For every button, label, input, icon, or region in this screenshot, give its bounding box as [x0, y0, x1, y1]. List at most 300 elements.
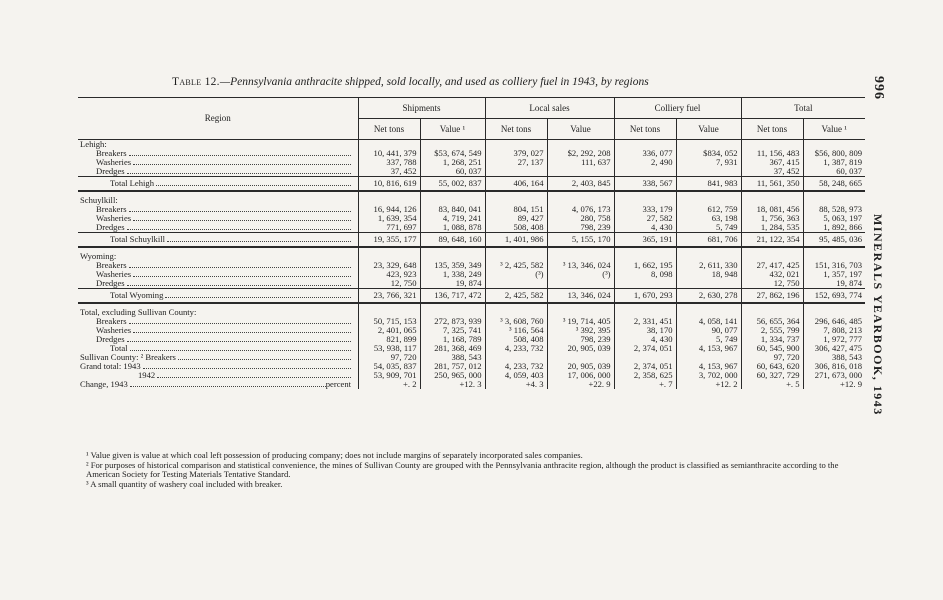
- table-row: [78, 205, 865, 214]
- row-label-suffix: percent: [325, 380, 352, 389]
- table-cell: 4, 076, 173: [547, 205, 614, 214]
- table-cell: 23, 766, 321: [358, 289, 420, 304]
- row-label: [78, 335, 358, 344]
- row-label-text: Total Wyoming: [110, 290, 164, 300]
- table-cell: 388, 543: [803, 353, 865, 362]
- table-cell: [803, 252, 865, 261]
- table-cell: 5, 749: [676, 335, 741, 344]
- table-cell: 27, 417, 425: [741, 261, 803, 270]
- table-cell: 10, 441, 379: [358, 149, 420, 158]
- table-cell: [358, 308, 420, 317]
- table-row: [78, 380, 865, 389]
- table-cell: $56, 800, 809: [803, 149, 865, 158]
- row-label: [78, 158, 358, 167]
- table-cell: 27, 862, 196: [741, 289, 803, 304]
- table-cell: 13, 346, 024: [547, 289, 614, 304]
- footnote: ¹ Value given is value at which coal left possession of producing company; does not include margins of separately incorporated sales companies.: [86, 450, 583, 460]
- row-label: [78, 279, 358, 289]
- table-body: [78, 140, 865, 390]
- row-label: [78, 317, 358, 326]
- table-row: [78, 308, 865, 317]
- table-row: [78, 335, 865, 344]
- table-cell: 20, 905, 039: [547, 362, 614, 371]
- table-row: [78, 140, 865, 150]
- table-row: [78, 149, 865, 158]
- table-cell: 19, 355, 177: [358, 233, 420, 248]
- table-cell: 2, 490: [614, 158, 676, 167]
- table-cell: [485, 196, 547, 205]
- table-cell: 2, 611, 330: [676, 261, 741, 270]
- row-label-text: Schuylkill:: [80, 196, 118, 205]
- table-cell: 4, 430: [614, 223, 676, 233]
- table-cell: [485, 353, 547, 362]
- table-cell: [803, 308, 865, 317]
- table-cell: 53, 909, 701: [358, 371, 420, 380]
- table-cell: +12. 9: [803, 380, 865, 389]
- table-row: [78, 371, 865, 380]
- table-cell: 336, 077: [614, 149, 676, 158]
- table-cell: [741, 140, 803, 150]
- table-cell: 23, 329, 648: [358, 261, 420, 270]
- table-cell: [614, 308, 676, 317]
- table-row: [78, 214, 865, 223]
- table-cell: 5, 749: [676, 223, 741, 233]
- dot-leader: [127, 223, 351, 230]
- table-cell: [358, 252, 420, 261]
- table-cell: 60, 545, 900: [741, 344, 803, 353]
- row-label: [78, 205, 358, 214]
- table-cell: [614, 252, 676, 261]
- table-cell: 306, 427, 475: [803, 344, 865, 353]
- table-cell: 18, 081, 456: [741, 205, 803, 214]
- page-number: 996: [871, 76, 886, 100]
- dot-leader: [143, 362, 351, 369]
- table-cell: [547, 308, 614, 317]
- table-cell: 367, 415: [741, 158, 803, 167]
- row-label: [78, 371, 358, 380]
- table-cell: 10, 816, 619: [358, 177, 420, 192]
- table-cell: ³ 2, 425, 582: [485, 261, 547, 270]
- table-cell: 841, 983: [676, 177, 741, 192]
- table-cell: [485, 308, 547, 317]
- table-cell: (³): [485, 270, 547, 279]
- table-cell: 5, 063, 197: [803, 214, 865, 223]
- table-cell: 1, 401, 986: [485, 233, 547, 248]
- row-label: [78, 177, 358, 192]
- table-cell: 1, 670, 293: [614, 289, 676, 304]
- table-cell: 1, 662, 195: [614, 261, 676, 270]
- table-cell: 271, 673, 000: [803, 371, 865, 380]
- table-cell: 60, 643, 620: [741, 362, 803, 371]
- row-label-text: Washeries: [96, 158, 132, 167]
- table-cell: 89, 648, 160: [420, 233, 485, 248]
- table-row: [78, 353, 865, 362]
- sub-header: Net tons: [614, 119, 676, 140]
- table-cell: [614, 140, 676, 150]
- table-cell: 5, 155, 170: [547, 233, 614, 248]
- row-label: [78, 196, 358, 205]
- table-cell: 1, 284, 535: [741, 223, 803, 233]
- table-title: [172, 76, 772, 88]
- table-cell: 60, 037: [420, 167, 485, 177]
- table-cell: 19, 874: [420, 279, 485, 289]
- table-cell: 250, 965, 000: [420, 371, 485, 380]
- dot-leader: [130, 344, 351, 351]
- table-cell: 7, 325, 741: [420, 326, 485, 335]
- dot-leader: [178, 353, 351, 360]
- table-cell: 90, 077: [676, 326, 741, 335]
- table-cell: 38, 170: [614, 326, 676, 335]
- table-cell: 1, 338, 249: [420, 270, 485, 279]
- table-cell: [803, 140, 865, 150]
- table-cell: [485, 279, 547, 289]
- table-cell: 152, 693, 774: [803, 289, 865, 304]
- table-cell: +. 7: [614, 380, 676, 389]
- row-label-text: Breakers: [96, 261, 127, 270]
- table-cell: 18, 948: [676, 270, 741, 279]
- table-cell: +. 5: [741, 380, 803, 389]
- table-row: [78, 270, 865, 279]
- row-label-text: Washeries: [96, 214, 132, 223]
- table-cell: 272, 873, 939: [420, 317, 485, 326]
- table-cell: [676, 353, 741, 362]
- row-label: [78, 261, 358, 270]
- table-cell: $2, 292, 208: [547, 149, 614, 158]
- table-cell: ³ 3, 608, 760: [485, 317, 547, 326]
- table-cell: 2, 630, 278: [676, 289, 741, 304]
- table-cell: 151, 316, 703: [803, 261, 865, 270]
- table-cell: 4, 233, 732: [485, 362, 547, 371]
- table-cell: 19, 874: [803, 279, 865, 289]
- sub-header: Value: [676, 119, 741, 140]
- row-label-text: Sullivan County: ² Breakers: [80, 353, 176, 362]
- table-cell: 2, 425, 582: [485, 289, 547, 304]
- dot-leader: [127, 279, 351, 286]
- row-label-text: Total, excluding Sullivan County:: [80, 308, 197, 317]
- table-cell: 2, 403, 845: [547, 177, 614, 192]
- row-label-text: Lehigh:: [80, 139, 107, 149]
- table-cell: 281, 757, 012: [420, 362, 485, 371]
- table-cell: [420, 140, 485, 150]
- table-row: [78, 317, 865, 326]
- dot-leader: [133, 158, 351, 165]
- table-cell: ³ 392, 395: [547, 326, 614, 335]
- group-header-shipments: Shipments: [358, 98, 485, 119]
- row-label-text: Breakers: [96, 205, 127, 214]
- row-label: [78, 252, 358, 261]
- table-cell: 4, 430: [614, 335, 676, 344]
- table-cell: 16, 944, 126: [358, 205, 420, 214]
- group-header-total: Total: [741, 98, 865, 119]
- table-cell: 804, 151: [485, 205, 547, 214]
- table-cell: 508, 408: [485, 335, 547, 344]
- table-cell: 21, 122, 354: [741, 233, 803, 248]
- table-cell: +22. 9: [547, 380, 614, 389]
- table-cell: 8, 098: [614, 270, 676, 279]
- table-cell: +12. 3: [420, 380, 485, 389]
- table-cell: 337, 788: [358, 158, 420, 167]
- table-cell: [614, 353, 676, 362]
- table-cell: [676, 308, 741, 317]
- table-cell: [420, 252, 485, 261]
- table-cell: 1, 972, 777: [803, 335, 865, 344]
- table-cell: 798, 239: [547, 335, 614, 344]
- footnote: ³ A small quantity of washery coal included with breaker.: [86, 478, 283, 489]
- table-cell: 338, 567: [614, 177, 676, 192]
- table-row: [78, 167, 865, 177]
- table-cell: (³): [547, 270, 614, 279]
- dot-leader: [133, 270, 351, 277]
- table-row: [78, 326, 865, 335]
- dot-leader: [129, 261, 351, 268]
- row-label: [78, 289, 358, 304]
- table-cell: [547, 140, 614, 150]
- table-cell: 4, 153, 967: [676, 344, 741, 353]
- table-cell: 11, 561, 350: [741, 177, 803, 192]
- footnotes: [86, 451, 866, 489]
- table-cell: 4, 233, 732: [485, 344, 547, 353]
- dot-leader: [165, 291, 351, 298]
- table-row: [78, 289, 865, 304]
- table-cell: [485, 167, 547, 177]
- table-cell: 53, 938, 117: [358, 344, 420, 353]
- table-cell: 12, 750: [741, 279, 803, 289]
- row-label: [78, 380, 358, 389]
- table-cell: ³ 116, 564: [485, 326, 547, 335]
- table-cell: [358, 196, 420, 205]
- row-label-text: Washeries: [96, 270, 132, 279]
- table-cell: ³ 13, 346, 024: [547, 261, 614, 270]
- row-label-text: Grand total: 1943: [80, 362, 141, 371]
- table-cell: 2, 374, 051: [614, 344, 676, 353]
- sub-header: Value ¹: [803, 119, 865, 140]
- table-cell: 379, 027: [485, 149, 547, 158]
- sub-header: Value ¹: [420, 119, 485, 140]
- table-cell: 95, 485, 036: [803, 233, 865, 248]
- row-label: [78, 353, 358, 362]
- table-cell: 37, 452: [741, 167, 803, 177]
- running-head: MINERALS YEARBOOK, 1943: [871, 214, 885, 416]
- table-cell: 27, 137: [485, 158, 547, 167]
- dot-leader: [167, 235, 351, 242]
- table-cell: $53, 674, 549: [420, 149, 485, 158]
- dot-leader: [127, 167, 351, 174]
- table-row: [78, 261, 865, 270]
- page-margin: [870, 76, 900, 436]
- table-row: [78, 158, 865, 167]
- table-cell: 4, 153, 967: [676, 362, 741, 371]
- sub-header: Net tons: [741, 119, 803, 140]
- table-row: [78, 223, 865, 233]
- row-label: [78, 308, 358, 317]
- table-cell: 54, 035, 837: [358, 362, 420, 371]
- row-label-text: Change, 1943: [80, 380, 128, 389]
- table-cell: 4, 059, 403: [485, 371, 547, 380]
- table-cell: +. 2: [358, 380, 420, 389]
- table-cell: 1, 357, 197: [803, 270, 865, 279]
- row-label-text: Dredges: [96, 335, 125, 344]
- table-cell: 63, 198: [676, 214, 741, 223]
- row-label-text: Breakers: [96, 317, 127, 326]
- row-label-text: Total Schuylkill: [110, 234, 166, 244]
- table-cell: 56, 655, 364: [741, 317, 803, 326]
- table-cell: 60, 037: [803, 167, 865, 177]
- table-cell: 281, 368, 469: [420, 344, 485, 353]
- table-cell: 798, 239: [547, 223, 614, 233]
- table-cell: [676, 196, 741, 205]
- table-cell: 135, 359, 349: [420, 261, 485, 270]
- table-row: [78, 177, 865, 192]
- row-label-text: 1942: [138, 371, 156, 380]
- row-label-text: Total: [110, 344, 128, 353]
- sub-header: Net tons: [358, 119, 420, 140]
- table-cell: 2, 358, 625: [614, 371, 676, 380]
- group-header-local-sales: Local sales: [485, 98, 614, 119]
- table-cell: [614, 196, 676, 205]
- table-cell: 280, 758: [547, 214, 614, 223]
- dot-leader: [133, 326, 351, 333]
- table-cell: 2, 374, 051: [614, 362, 676, 371]
- table-cell: [547, 252, 614, 261]
- row-label: [78, 233, 358, 248]
- table-cell: 1, 334, 737: [741, 335, 803, 344]
- table-cell: 3, 702, 000: [676, 371, 741, 380]
- table-cell: [485, 252, 547, 261]
- row-label-text: Dredges: [96, 167, 125, 176]
- table-cell: 1, 756, 363: [741, 214, 803, 223]
- table-row: [78, 279, 865, 289]
- table-cell: [547, 196, 614, 205]
- table-row: [78, 344, 865, 353]
- table-cell: [676, 279, 741, 289]
- table-cell: +12. 2: [676, 380, 741, 389]
- table-cell: +4. 3: [485, 380, 547, 389]
- table-cell: 7, 931: [676, 158, 741, 167]
- region-header: Region: [78, 98, 358, 140]
- table-cell: 1, 088, 878: [420, 223, 485, 233]
- row-label-text: Dredges: [96, 279, 125, 288]
- table-cell: [358, 140, 420, 150]
- dot-leader: [133, 214, 351, 221]
- row-label-text: Breakers: [96, 149, 127, 158]
- dot-leader: [129, 205, 351, 212]
- table-cell: 37, 452: [358, 167, 420, 177]
- table-cell: [676, 140, 741, 150]
- table-cell: 406, 164: [485, 177, 547, 192]
- dot-leader: [129, 317, 351, 324]
- table-cell: 88, 528, 973: [803, 205, 865, 214]
- table-cell: 2, 555, 799: [741, 326, 803, 335]
- row-label-text: Dredges: [96, 223, 125, 232]
- dot-leader: [157, 371, 351, 378]
- table-cell: [547, 279, 614, 289]
- table-cell: 97, 720: [358, 353, 420, 362]
- table-cell: 55, 002, 837: [420, 177, 485, 192]
- sub-header: Value: [547, 119, 614, 140]
- table-row: [78, 196, 865, 205]
- table-cell: 432, 021: [741, 270, 803, 279]
- table-cell: 681, 706: [676, 233, 741, 248]
- table-cell: 50, 715, 153: [358, 317, 420, 326]
- table-cell: [420, 196, 485, 205]
- table-row: [78, 252, 865, 261]
- table-cell: 4, 058, 141: [676, 317, 741, 326]
- table-cell: 60, 327, 729: [741, 371, 803, 380]
- table-cell: 27, 582: [614, 214, 676, 223]
- table-cell: 111, 637: [547, 158, 614, 167]
- table-cell: 17, 006, 000: [547, 371, 614, 380]
- group-header-colliery-fuel: Colliery fuel: [614, 98, 741, 119]
- dot-leader: [129, 149, 351, 156]
- footnote: ² For purposes of historical comparison and statistical convenience, the mines of Sullivan County are grouped with the Pennsylvania anthracite region, although the product is classified as semianthracite according to the American Society for Testing Materials Tentative Standard.: [86, 459, 839, 479]
- row-label-text: Washeries: [96, 326, 132, 335]
- table-cell: [676, 252, 741, 261]
- table-cell: $834, 052: [676, 149, 741, 158]
- table-cell: 2, 401, 065: [358, 326, 420, 335]
- table-cell: 508, 408: [485, 223, 547, 233]
- row-label: [78, 326, 358, 335]
- table-cell: [741, 196, 803, 205]
- table-cell: 423, 923: [358, 270, 420, 279]
- table-cell: [547, 167, 614, 177]
- table-cell: [803, 196, 865, 205]
- table-cell: 4, 719, 241: [420, 214, 485, 223]
- row-label: [78, 270, 358, 279]
- table-caption: —Pennsylvania anthracite shipped, sold locally, and used as colliery fuel in 1943, by regions: [219, 76, 649, 88]
- table-cell: [485, 140, 547, 150]
- row-label: [78, 344, 358, 353]
- row-label: [78, 214, 358, 223]
- row-label: [78, 167, 358, 177]
- table-cell: [614, 167, 676, 177]
- table-cell: 333, 179: [614, 205, 676, 214]
- data-table: [78, 97, 865, 389]
- sub-header: Net tons: [485, 119, 547, 140]
- table-cell: [614, 279, 676, 289]
- table-cell: [420, 308, 485, 317]
- table-cell: 97, 720: [741, 353, 803, 362]
- table-number: Table 12.: [172, 76, 220, 88]
- dot-leader: [130, 380, 326, 387]
- table-cell: 136, 717, 472: [420, 289, 485, 304]
- table-cell: 296, 646, 485: [803, 317, 865, 326]
- table-row: [78, 233, 865, 248]
- dot-leader: [156, 179, 351, 186]
- table-cell: 306, 816, 018: [803, 362, 865, 371]
- row-label: [78, 149, 358, 158]
- table-cell: [741, 308, 803, 317]
- table-cell: 1, 168, 789: [420, 335, 485, 344]
- table-cell: 20, 905, 039: [547, 344, 614, 353]
- table-cell: 1, 639, 354: [358, 214, 420, 223]
- table-cell: 612, 759: [676, 205, 741, 214]
- row-label: [78, 362, 358, 371]
- table-cell: 1, 387, 819: [803, 158, 865, 167]
- row-label: [78, 223, 358, 233]
- table-cell: 89, 427: [485, 214, 547, 223]
- row-label-text: Wyoming:: [80, 252, 117, 261]
- table-cell: 7, 808, 213: [803, 326, 865, 335]
- table-cell: 771, 697: [358, 223, 420, 233]
- table-cell: 388, 543: [420, 353, 485, 362]
- table-cell: 11, 156, 483: [741, 149, 803, 158]
- table-cell: 2, 331, 451: [614, 317, 676, 326]
- table-cell: 365, 191: [614, 233, 676, 248]
- table-cell: 821, 899: [358, 335, 420, 344]
- table-cell: [741, 252, 803, 261]
- table-cell: 83, 840, 041: [420, 205, 485, 214]
- table-cell: 58, 248, 665: [803, 177, 865, 192]
